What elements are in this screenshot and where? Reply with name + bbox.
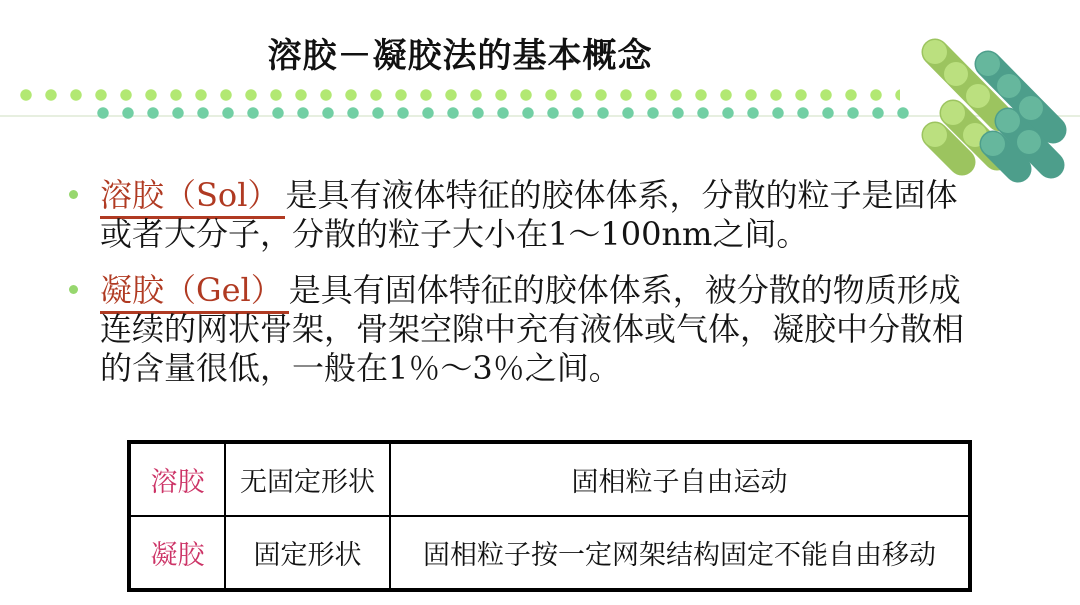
cylinder-cluster-icon xyxy=(905,18,1080,183)
bullet-list xyxy=(100,176,1045,405)
comparison-table xyxy=(127,440,972,592)
bullet-line: 连续的网状骨架，骨架空隙中充有液体或气体，凝胶中分散相 xyxy=(100,310,965,348)
term-sol: 溶胶（Sol） xyxy=(100,176,285,219)
cell-sol-shape: 无固定形状 xyxy=(225,442,390,516)
bullet-line: 或者大分子，分散的粒子大小在1～100nm之间。 xyxy=(100,215,809,253)
term-gel: 凝胶（Gel） xyxy=(100,271,289,314)
table-row-gel xyxy=(129,516,970,590)
bullet-line: 的含量很低，一般在1％～3％之间。 xyxy=(100,349,621,387)
cell-sol-description: 固相粒子自由运动 xyxy=(390,442,970,516)
cell-sol-label: 溶胶 xyxy=(129,442,225,516)
dot-row-teal xyxy=(97,107,917,119)
cell-gel-label: 凝胶 xyxy=(129,516,225,590)
cell-gel-shape: 固定形状 xyxy=(225,516,390,590)
green-dot-bullet-icon xyxy=(69,190,78,199)
dot-row-lime xyxy=(20,89,900,101)
cell-gel-description: 固相粒子按一定网架结构固定不能自由移动 xyxy=(390,516,970,590)
bullet-line: 是具有液体特征的胶体体系，分散的粒子是固体 xyxy=(285,176,958,214)
bullet-line: 是具有固体特征的胶体体系，被分散的物质形成 xyxy=(288,271,961,309)
table-row-sol xyxy=(129,442,970,516)
green-dot-bullet-icon xyxy=(69,285,78,294)
bullet-item-sol xyxy=(100,176,1045,254)
page-title: 溶胶－凝胶法的基本概念 xyxy=(267,36,653,76)
bullet-item-gel xyxy=(100,271,1045,388)
